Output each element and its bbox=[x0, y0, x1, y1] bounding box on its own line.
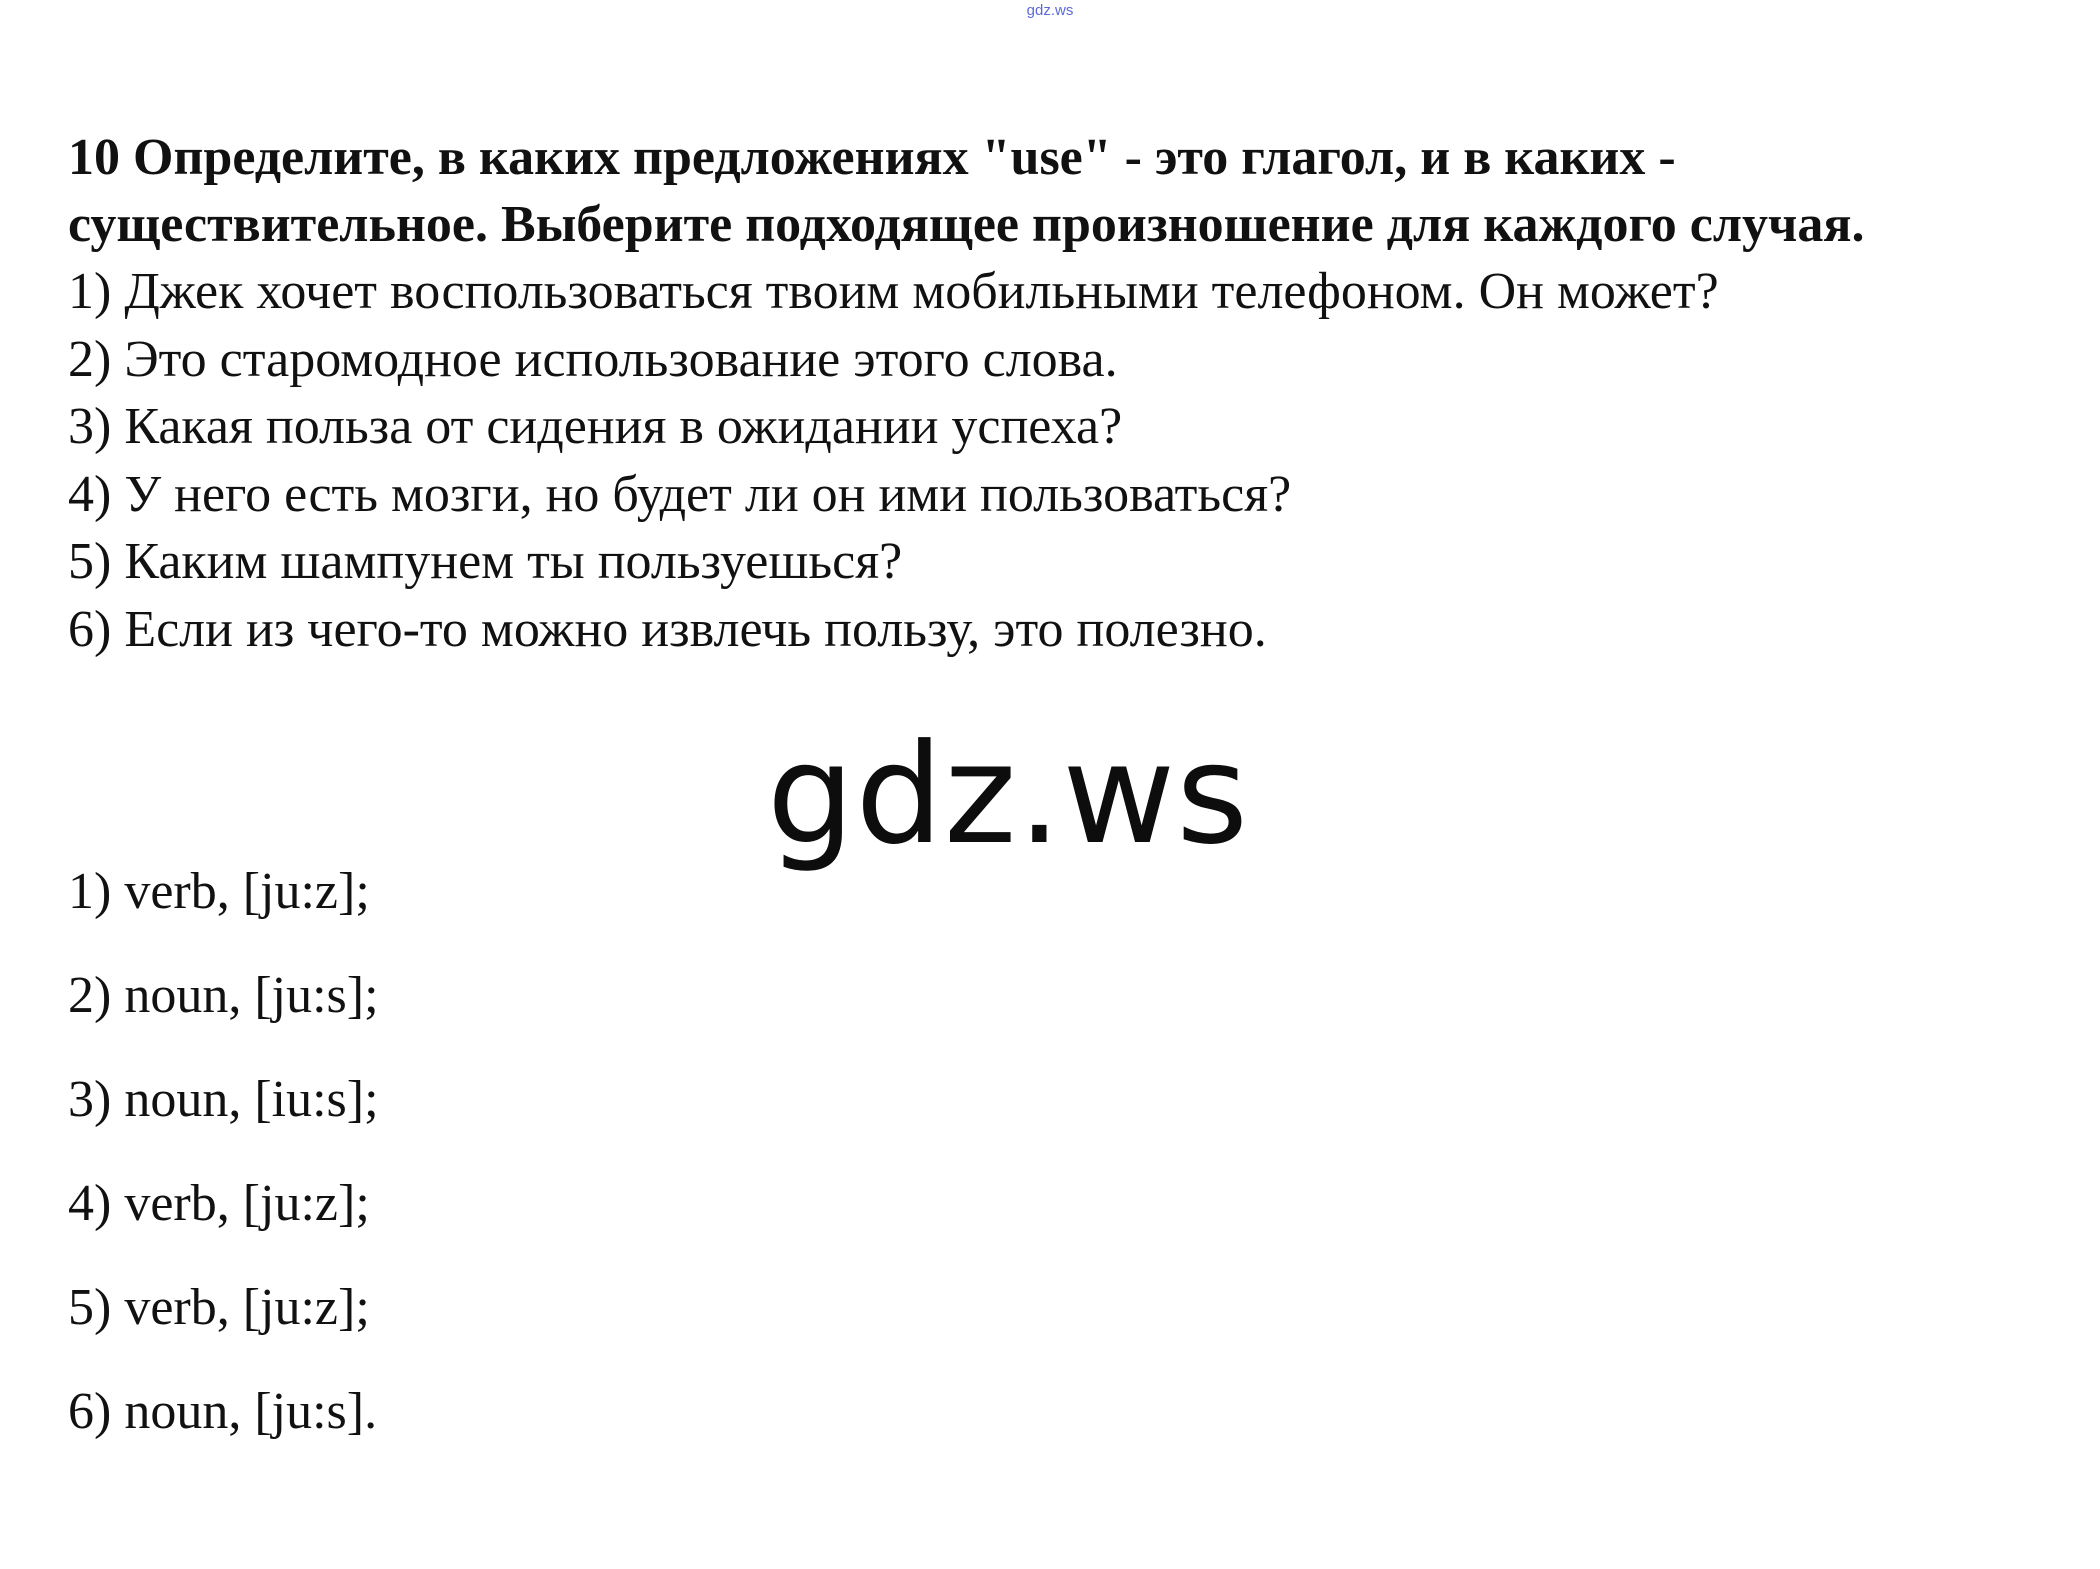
answer-item: 5) verb, [ju:z]; bbox=[68, 1279, 370, 1336]
answer-item: 1) verb, [ju:z]; bbox=[68, 863, 370, 920]
task-content bbox=[68, 124, 2058, 663]
answer-item: 4) verb, [ju:z]; bbox=[68, 1175, 370, 1232]
center-watermark: gdz.ws bbox=[766, 714, 1250, 875]
sentence-item: 6) Если из чего-то можно извлечь пользу, это полезно. bbox=[68, 600, 1267, 658]
sentence-item: 3) Какая польза от сидения в ожидании успеха? bbox=[68, 398, 1123, 455]
answer-item: 3) noun, [iu:s]; bbox=[68, 1071, 379, 1128]
task-heading: 10 Определите, в каких предложениях "use" - это глагол, и в каких - существительное. Выберите подходящее произношение для каждого случая. bbox=[68, 129, 1865, 253]
answer-item: 2) noun, [ju:s]; bbox=[68, 967, 379, 1024]
sentence-item: 5) Каким шампунем ты пользуешься? bbox=[68, 533, 903, 590]
sentence-item: 2) Это старомодное использование этого слова. bbox=[68, 330, 1118, 388]
sentence-item: 1) Джек хочет воспользоваться твоим мобильными телефоном. Он может? bbox=[68, 263, 1719, 320]
answer-item: 6) noun, [ju:s]. bbox=[68, 1383, 378, 1440]
answer-list bbox=[68, 862, 379, 1486]
sentence-item: 4) У него есть мозги, но будет ли он ими пользоваться? bbox=[68, 465, 1292, 523]
sentence-list bbox=[68, 258, 2058, 663]
top-watermark: gdz.ws bbox=[1026, 2, 1074, 19]
